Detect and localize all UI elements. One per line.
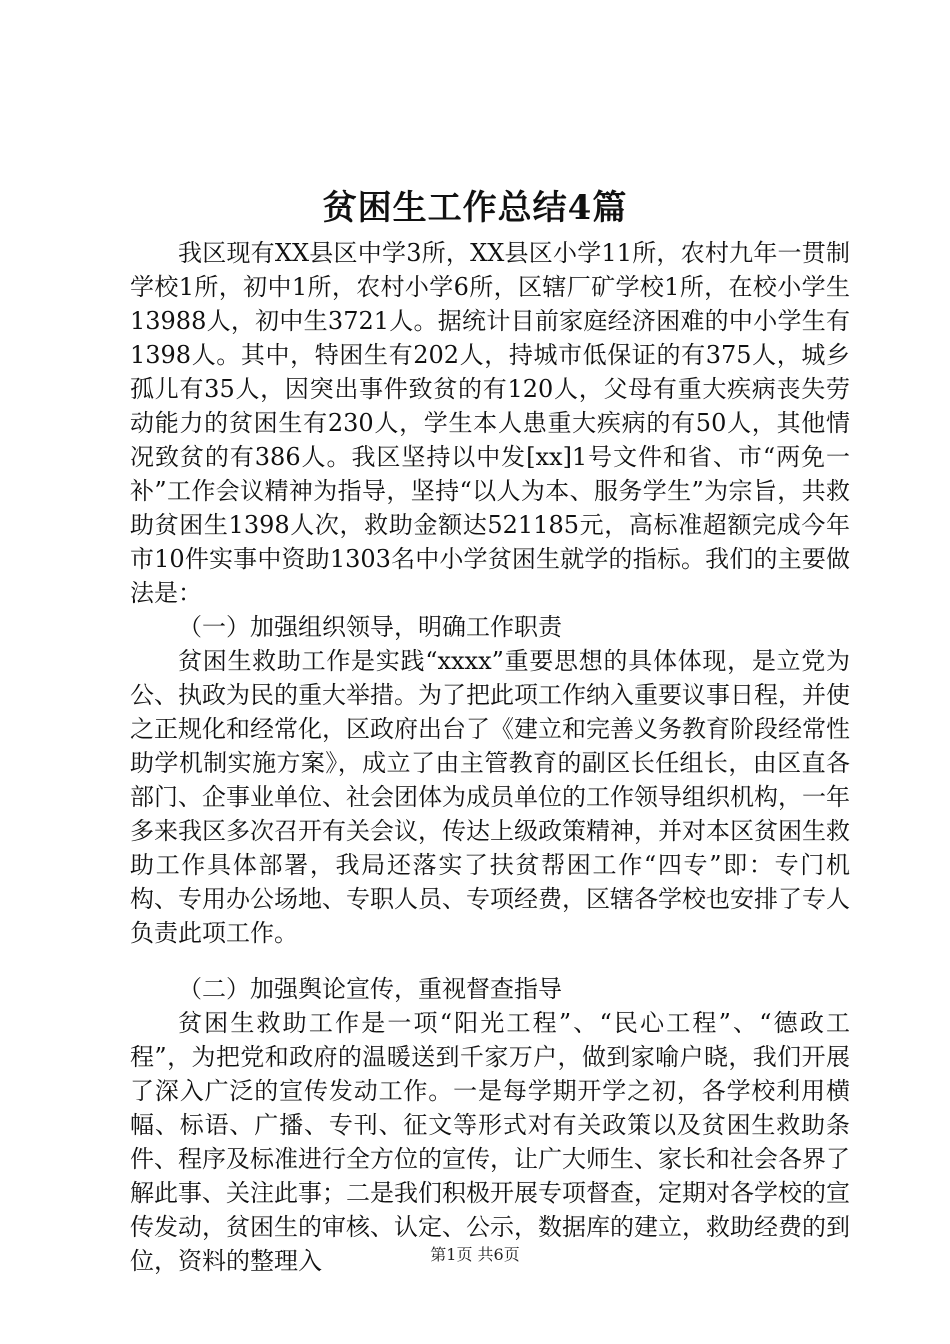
paragraph-intro: 我区现有XX县区中学3所，XX县区小学11所，农村九年一贯制学校1所，初中1所，农村小学6所，区辖厂矿学校1所，在校小学生13988人，初中生3721人。据统计目前家庭经济困难的中小学生有1398人。其中，特困生有202人，持城市低保证的有375人，城乡孤儿有35人，因突出事件致贫的有120人，父母有重大疾病丧失劳动能力的贫困生有230人，学生本人患重大疾病的有50人，其他情况致贫的有386人。我区坚持以中发[xx]1号文件和省、市“两免一补”工作会议精神为指导，坚持“以人为本、服务学生”为宗旨，共救助贫困生1398人次，救助金额达521185元，高标准超额完成今年市10件实事中资助1303名中小学贫困生就学的指标。我们的主要做法是： bbox=[130, 239, 850, 607]
document-body bbox=[130, 236, 850, 1278]
document-title: 贫困生工作总结4篇 bbox=[322, 188, 628, 228]
page-footer: 第1页 共6页 bbox=[430, 1245, 520, 1264]
paragraph-gap bbox=[130, 950, 850, 972]
section-heading-1: （一）加强组织领导，明确工作职责 bbox=[178, 613, 562, 641]
paragraph-section-2: 贫困生救助工作是一项“阳光工程”、“民心工程”、“德政工程”，为把党和政府的温暖送到千家万户，做到家喻户晓，我们开展了深入广泛的宣传发动工作。一是每学期开学之初，各学校利用横幅、标语、广播、专刊、征文等形式对有关政策以及贫困生救助条件、程序及标准进行全方位的宣传，让广大师生、家长和社会各界了解此事、关注此事；二是我们积极开展专项督查，定期对各学校的宣传发动，贫困生的审核、认定、公示，数据库的建立，救助经费的到位，资料的整理入 bbox=[130, 1009, 850, 1275]
section-heading-2: （二）加强舆论宣传，重视督查指导 bbox=[178, 975, 562, 1003]
paragraph-section-1: 贫困生救助工作是实践“xxxx”重要思想的具体体现，是立党为公、执政为民的重大举措。为了把此项工作纳入重要议事日程，并使之正规化和经常化，区政府出台了《建立和完善义务教育阶段经常性助学机制实施方案》，成立了由主管教育的副区长任组长，由区直各部门、企事业单位、社会团体为成员单位的工作领导组织机构，一年多来我区多次召开有关会议，传达上级政策精神，并对本区贫困生救助工作具体部署，我局还落实了扶贫帮困工作“四专”即：专门机构、专用办公场地、专职人员、专项经费，区辖各学校也安排了专人负责此项工作。 bbox=[130, 647, 850, 947]
